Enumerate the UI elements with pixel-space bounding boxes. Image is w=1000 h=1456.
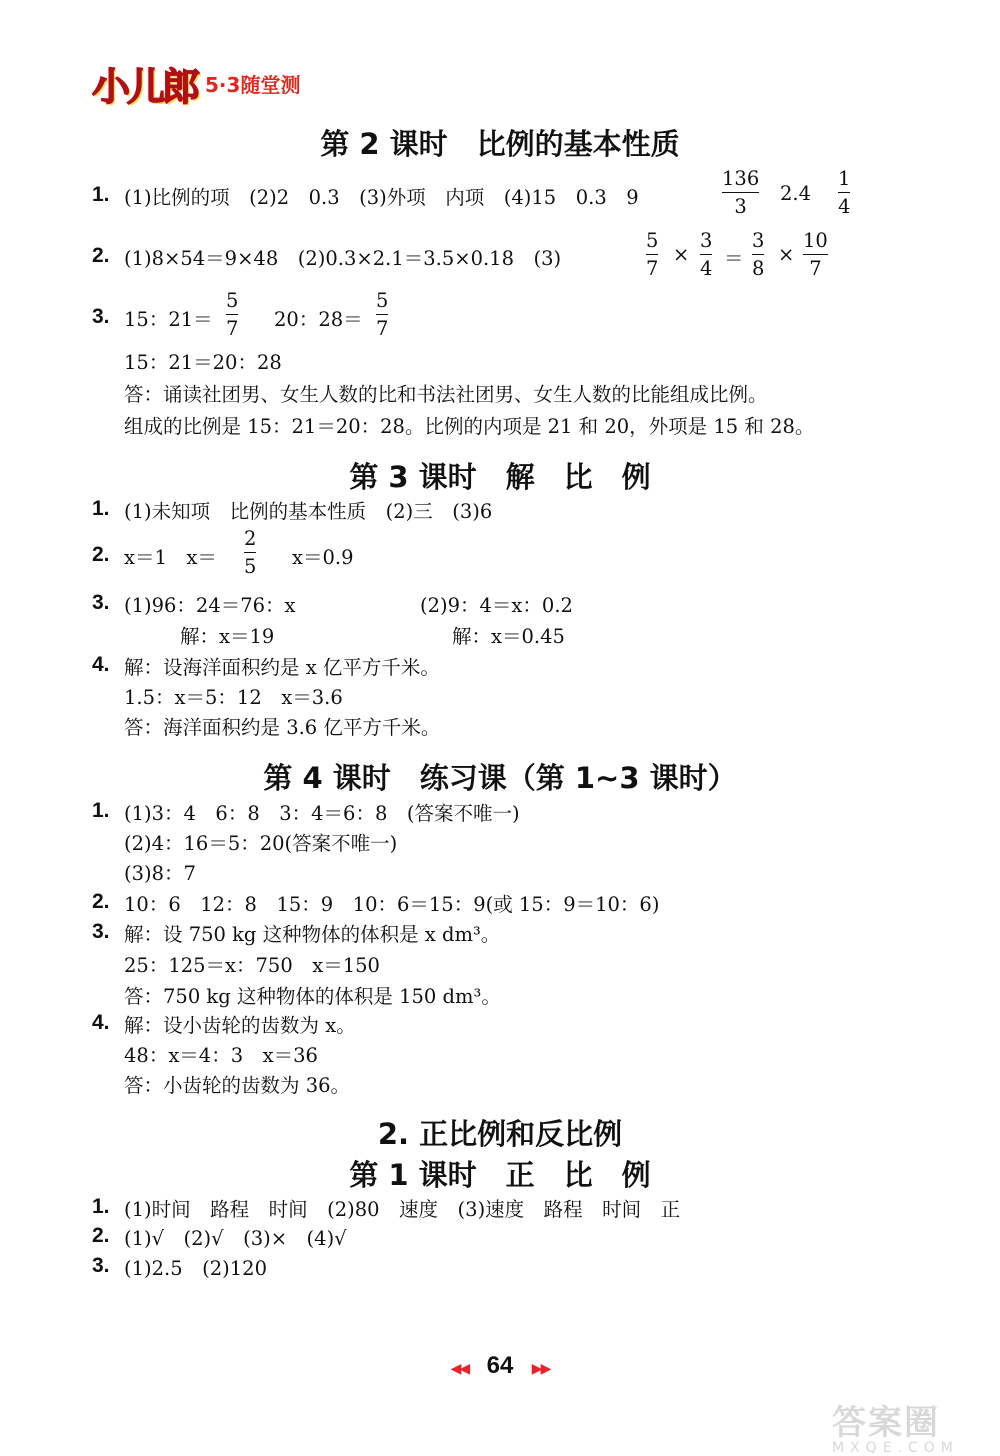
answer-text: (2)4：16＝5：20(答案不唯一)	[124, 832, 398, 855]
section-title-lesson4: 第 4 课时 练习课（第 1~3 课时）	[263, 761, 737, 795]
answer-text: x＝1 x＝	[124, 546, 217, 569]
denominator: 3	[734, 195, 747, 218]
numerator: 3	[752, 229, 765, 252]
q-number: 2.	[92, 543, 110, 566]
answer-text: 20：28＝	[274, 308, 363, 331]
operator: ×	[778, 243, 795, 266]
q-number: 1.	[92, 183, 110, 206]
watermark-text: 答案圈	[832, 1403, 940, 1443]
answer-text: (1)√ (2)√ (3)× (4)√	[124, 1227, 347, 1250]
answer-text: 答：小齿轮的齿数为 36。	[124, 1074, 351, 1097]
answer-text: 解：x＝0.45	[452, 625, 565, 648]
answer-text: 2.4	[780, 182, 812, 205]
answer-text: 解：x＝19	[180, 625, 275, 648]
brand-logo	[92, 62, 301, 109]
denominator: 7	[226, 317, 239, 340]
fraction	[244, 526, 256, 579]
numerator: 10	[803, 229, 828, 252]
numerator: 5	[646, 229, 659, 252]
answer-text: 答：诵读社团男、女生人数的比和书法社团男、女生人数的比能组成比例。	[124, 383, 768, 406]
q-number: 2.	[92, 244, 110, 267]
page-number: 64	[486, 1352, 514, 1379]
next-arrows-icon: ▶▶	[531, 1360, 550, 1376]
numerator: 2	[244, 527, 257, 550]
denominator: 4	[838, 195, 851, 218]
answer-text: 解：设小齿轮的齿数为 x。	[124, 1014, 356, 1037]
denominator: 8	[752, 257, 765, 280]
q-number: 3.	[92, 591, 110, 614]
answer-text: 解：设 750 kg 这种物体的体积是 x dm³。	[124, 923, 501, 946]
operator: ＝	[724, 247, 744, 270]
answer-text: 1.5：x＝5：12 x＝3.6	[124, 686, 343, 709]
q-number: 4.	[92, 1011, 110, 1034]
answer-text: 10：6 12：8 15：9 10：6＝15：9(或 15：9＝10：6)	[124, 893, 660, 916]
q-number: 4.	[92, 653, 110, 676]
watermark-url: MXQE.COM	[832, 1440, 959, 1456]
fraction	[722, 166, 759, 219]
answer-text: (1)8×54＝9×48 (2)0.3×2.1＝3.5×0.18 (3)	[124, 247, 562, 270]
numerator: 3	[700, 229, 713, 252]
chapter-title: 2. 正比例和反比例	[377, 1117, 623, 1151]
answer-text: 答：750 kg 这种物体的体积是 150 dm³。	[124, 985, 501, 1008]
operator: ×	[673, 243, 690, 266]
denominator: 7	[646, 257, 659, 280]
prev-arrows-icon: ◀◀	[450, 1360, 469, 1376]
fraction	[838, 166, 850, 219]
watermark	[832, 1395, 982, 1456]
denominator: 7	[809, 257, 822, 280]
fraction	[752, 228, 764, 281]
denominator: 7	[376, 317, 389, 340]
fraction	[700, 228, 712, 281]
q-number: 2.	[92, 1224, 110, 1247]
numerator: 1	[838, 167, 851, 190]
q-number: 3.	[92, 1254, 110, 1277]
answer-text: (1)3：4 6：8 3：4＝6：8 (答案不唯一)	[124, 802, 520, 825]
answer-text: (1)2.5 (2)120	[124, 1257, 267, 1280]
q-number: 2.	[92, 890, 110, 913]
denominator: 5	[244, 555, 257, 578]
section-title-lesson1: 第 1 课时 正 比 例	[349, 1158, 651, 1192]
q-number: 1.	[92, 799, 110, 822]
brand-logo-text: 小儿郎	[92, 64, 198, 109]
answer-text: 解：设海洋面积约是 x 亿平方千米。	[124, 656, 440, 679]
answer-text: 48：x＝4：3 x＝36	[124, 1044, 318, 1067]
page-footer	[0, 1352, 1000, 1380]
q-number: 3.	[92, 305, 110, 328]
answer-text: (3)8：7	[124, 862, 196, 885]
answer-text: x＝0.9	[292, 546, 354, 569]
section-title-lesson3: 第 3 课时 解 比 例	[349, 460, 651, 494]
answer-text: 15：21＝20：28	[124, 351, 282, 374]
q-number: 1.	[92, 497, 110, 520]
q-number: 1.	[92, 1195, 110, 1218]
answer-text: (1)比例的项 (2)2 0.3 (3)外项 内项 (4)15 0.3 9	[124, 186, 639, 209]
answer-text: (1)时间 路程 时间 (2)80 速度 (3)速度 路程 时间 正	[124, 1198, 681, 1221]
fraction	[226, 288, 238, 341]
denominator: 4	[700, 257, 713, 280]
fraction	[376, 288, 388, 341]
numerator: 136	[722, 167, 760, 190]
answer-text: (2)9：4＝x：0.2	[420, 594, 573, 617]
fraction	[646, 228, 658, 281]
numerator: 5	[376, 289, 389, 312]
answer-text: 答：海洋面积约是 3.6 亿平方千米。	[124, 716, 441, 739]
answer-text: 25：125＝x：750 x＝150	[124, 954, 380, 977]
q-number: 3.	[92, 920, 110, 943]
answer-text: 组成的比例是 15：21＝20：28。比例的内项是 21 和 20，外项是 15 和 28。	[124, 415, 815, 438]
answer-text: (1)未知项 比例的基本性质 (2)三 (3)6	[124, 500, 493, 523]
answer-text: 15：21＝	[124, 308, 213, 331]
fraction	[803, 228, 828, 281]
numerator: 5	[226, 289, 239, 312]
section-title-lesson2: 第 2 课时 比例的基本性质	[320, 127, 680, 161]
answer-text: (1)96：24＝76：x	[124, 594, 296, 617]
brand-subtitle: 5·3随堂测	[205, 72, 301, 97]
